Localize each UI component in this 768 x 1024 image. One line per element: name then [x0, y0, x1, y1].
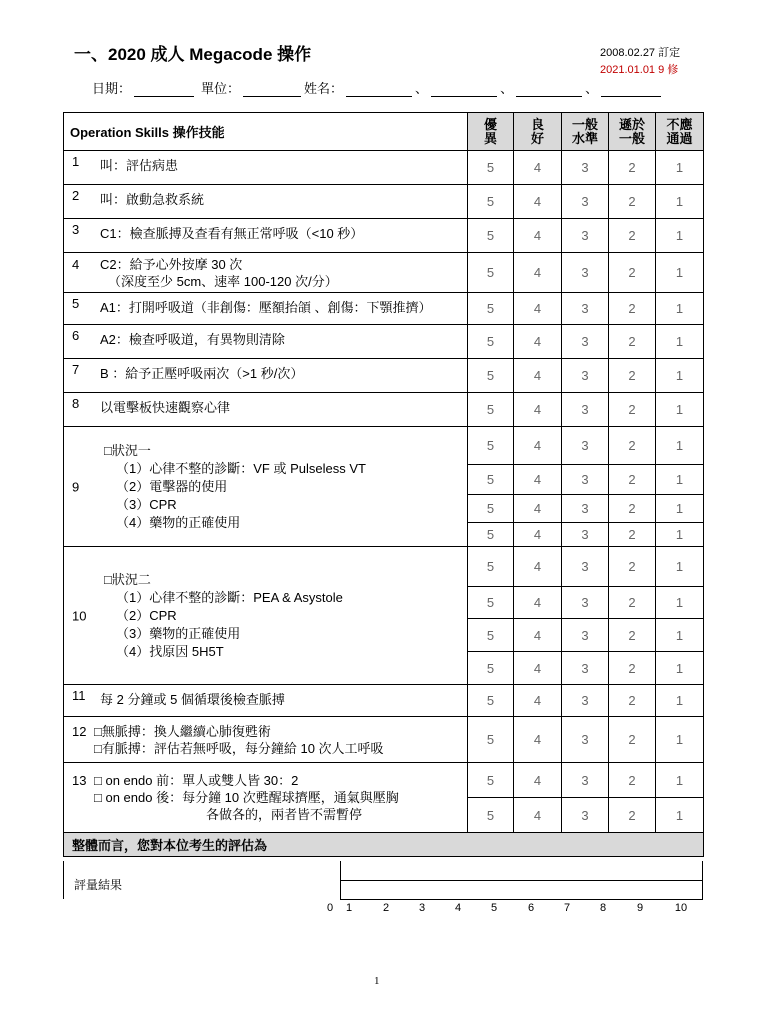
score-item-5-average[interactable]: 3 — [562, 293, 609, 325]
score-item-13-1-excellent[interactable]: 5 — [468, 763, 514, 798]
table-row — [64, 185, 704, 219]
scale-tick-0[interactable]: 0 — [326, 902, 334, 914]
score-item-9-3-fail[interactable]: 1 — [656, 495, 704, 523]
table-row — [64, 393, 704, 427]
score-item-10-2-below[interactable]: 2 — [609, 587, 656, 619]
item-9-s2: （2）電擊器的使用 — [116, 478, 228, 494]
score-item-13-2-good[interactable]: 4 — [514, 798, 562, 833]
name-sep-2: 、 — [500, 81, 514, 96]
score-item-8-good[interactable]: 4 — [514, 393, 562, 427]
score-item-9-1-average[interactable]: 3 — [562, 427, 609, 465]
score-item-4-average[interactable]: 3 — [562, 253, 609, 293]
score-item-10-3-average[interactable]: 3 — [562, 619, 609, 652]
item-9-s1: （1）心律不整的診斷：VF 或 Pulseless VT — [116, 460, 366, 476]
score-item-10-3-good[interactable]: 4 — [514, 619, 562, 652]
table-row — [64, 547, 704, 587]
score-item-10-1-good[interactable]: 4 — [514, 547, 562, 587]
score-item-10-4-excellent[interactable]: 5 — [468, 652, 514, 685]
page-title: 一、2020 成人 Megacode 操作 — [74, 45, 312, 64]
score-item-10-1-below[interactable]: 2 — [609, 547, 656, 587]
score-item-7-fail[interactable]: 1 — [656, 359, 704, 393]
header-level-fail: 不應 通過 — [656, 113, 704, 151]
score-item-6-fail[interactable]: 1 — [656, 325, 704, 359]
table-row — [64, 293, 704, 325]
summary-label: 整體而言，您對本位考生的評估為 — [64, 833, 704, 857]
score-item-13-1-fail[interactable]: 1 — [656, 763, 704, 798]
score-item-6-average[interactable]: 3 — [562, 325, 609, 359]
item-10-label — [64, 547, 468, 685]
score-item-12-fail[interactable]: 1 — [656, 717, 704, 763]
score-item-6-excellent[interactable]: 5 — [468, 325, 514, 359]
item-10-number: 10 — [72, 608, 87, 623]
score-item-1-fail[interactable]: 1 — [656, 151, 704, 185]
score-item-4-fail[interactable]: 1 — [656, 253, 704, 293]
item-12-line-1: □無脈搏：換人繼續心肺復甦術 — [94, 723, 271, 739]
score-item-13-2-fail[interactable]: 1 — [656, 798, 704, 833]
score-item-10-4-below[interactable]: 2 — [609, 652, 656, 685]
item-5-number: 5 — [72, 296, 80, 311]
item-4-text: C2：給予心外按摩 30 次 — [100, 256, 243, 272]
score-item-10-2-fail[interactable]: 1 — [656, 587, 704, 619]
score-item-9-4-average[interactable]: 3 — [562, 523, 609, 547]
score-item-10-4-good[interactable]: 4 — [514, 652, 562, 685]
score-item-2-fail[interactable]: 1 — [656, 185, 704, 219]
score-item-10-2-good[interactable]: 4 — [514, 587, 562, 619]
score-item-3-good[interactable]: 4 — [514, 219, 562, 253]
scale-tick-6[interactable]: 6 — [527, 902, 535, 914]
score-item-3-below[interactable]: 2 — [609, 219, 656, 253]
score-item-9-3-good[interactable]: 4 — [514, 495, 562, 523]
scale-tick-9[interactable]: 9 — [636, 902, 644, 914]
item-10-s3: （3）藥物的正確使用 — [116, 625, 241, 641]
score-item-9-1-fail[interactable]: 1 — [656, 427, 704, 465]
item-6-label — [64, 325, 468, 359]
item-13-line-3: 各做各的，兩者皆不需暫停 — [206, 807, 363, 822]
score-item-12-average[interactable]: 3 — [562, 717, 609, 763]
score-item-2-average[interactable]: 3 — [562, 185, 609, 219]
unit-blank[interactable] — [243, 83, 301, 97]
name-sep-1: 、 — [415, 81, 429, 96]
item-3-number: 3 — [72, 222, 80, 237]
score-item-7-good[interactable]: 4 — [514, 359, 562, 393]
score-item-1-good[interactable]: 4 — [514, 151, 562, 185]
scale-tick-4[interactable]: 4 — [454, 902, 462, 914]
name-blank-1[interactable] — [346, 83, 412, 97]
item-9-head: □狀況一 — [104, 442, 151, 458]
score-item-11-fail[interactable]: 1 — [656, 685, 704, 717]
score-item-9-2-below[interactable]: 2 — [609, 465, 656, 495]
item-3-text: C1：檢查脈搏及查看有無正常呼吸（<10 秒） — [100, 226, 364, 241]
score-item-8-below[interactable]: 2 — [609, 393, 656, 427]
item-13-number: 13 — [72, 773, 87, 788]
score-item-10-3-below[interactable]: 2 — [609, 619, 656, 652]
score-item-11-below[interactable]: 2 — [609, 685, 656, 717]
table-row — [64, 717, 704, 763]
info-line — [92, 78, 664, 97]
item-8-label — [64, 393, 468, 427]
table-row — [64, 325, 704, 359]
item-13-line-1: □ on endo 前：單人或雙人皆 30：2 — [94, 773, 299, 788]
score-item-9-3-excellent[interactable]: 5 — [468, 495, 514, 523]
score-item-11-excellent[interactable]: 5 — [468, 685, 514, 717]
score-item-4-excellent[interactable]: 5 — [468, 253, 514, 293]
page-number: 1 — [374, 975, 380, 987]
score-item-3-excellent[interactable]: 5 — [468, 219, 514, 253]
item-10-s1: （1）心律不整的診斷：PEA & Asystole — [116, 589, 343, 605]
table-row — [64, 685, 704, 717]
header-operation-skills: Operation Skills 操作技能 — [64, 113, 468, 151]
score-item-9-4-fail[interactable]: 1 — [656, 523, 704, 547]
score-item-10-3-excellent[interactable]: 5 — [468, 619, 514, 652]
table-row — [64, 427, 704, 465]
skills-table — [63, 112, 704, 857]
name-blank-2[interactable] — [431, 83, 497, 97]
header-level-excellent: 優 異 — [468, 113, 514, 151]
evaluation-bottom-line — [340, 899, 703, 900]
score-item-9-1-excellent[interactable]: 5 — [468, 427, 514, 465]
name-label: 姓名： — [304, 81, 344, 96]
item-13-line-2: □ on endo 後：每分鐘 10 次甦醒球擠壓，通氣與壓胸 — [94, 790, 399, 805]
table-row — [64, 253, 704, 293]
score-item-12-below[interactable]: 2 — [609, 717, 656, 763]
score-item-8-excellent[interactable]: 5 — [468, 393, 514, 427]
item-12-number: 12 — [72, 723, 87, 739]
score-item-8-average[interactable]: 3 — [562, 393, 609, 427]
item-7-label — [64, 359, 468, 393]
item-9-number: 9 — [72, 479, 80, 494]
score-item-13-1-good[interactable]: 4 — [514, 763, 562, 798]
header-level-average: 一般 水準 — [562, 113, 609, 151]
item-12-line-2: □有脈搏：評估若無呼吸，每分鐘給 10 次人工呼吸 — [94, 740, 384, 756]
score-item-9-3-average[interactable]: 3 — [562, 495, 609, 523]
item-4-label — [64, 253, 468, 293]
score-item-6-good[interactable]: 4 — [514, 325, 562, 359]
item-4-sub: （深度至少 5cm、速率 100-120 次/分） — [108, 273, 338, 289]
revision-modified: 2021.01.01 9 修 — [600, 64, 679, 76]
unit-label: 單位： — [201, 81, 241, 96]
score-item-9-1-good[interactable]: 4 — [514, 427, 562, 465]
score-item-2-good[interactable]: 4 — [514, 185, 562, 219]
score-item-2-excellent[interactable]: 5 — [468, 185, 514, 219]
score-item-9-3-below[interactable]: 2 — [609, 495, 656, 523]
item-9-s3: （3）CPR — [116, 496, 177, 512]
score-item-5-fail[interactable]: 1 — [656, 293, 704, 325]
item-9-label — [64, 427, 468, 547]
evaluation-scale-line — [340, 880, 703, 881]
scale-tick-1[interactable]: 1 — [345, 902, 353, 914]
scale-tick-10[interactable]: 10 — [674, 902, 688, 914]
item-5-text: A1：打開呼吸道（非創傷：壓額抬頜 、創傷：下顎推擠） — [100, 300, 432, 315]
score-item-9-2-good[interactable]: 4 — [514, 465, 562, 495]
score-item-10-4-fail[interactable]: 1 — [656, 652, 704, 685]
score-item-4-below[interactable]: 2 — [609, 253, 656, 293]
score-item-3-fail[interactable]: 1 — [656, 219, 704, 253]
score-item-12-good[interactable]: 4 — [514, 717, 562, 763]
table-row — [64, 219, 704, 253]
table-row — [64, 151, 704, 185]
score-item-9-1-below[interactable]: 2 — [609, 427, 656, 465]
score-item-10-1-fail[interactable]: 1 — [656, 547, 704, 587]
score-item-10-4-average[interactable]: 3 — [562, 652, 609, 685]
table-row — [64, 763, 704, 798]
date-blank[interactable] — [134, 83, 194, 97]
scale-tick-8[interactable]: 8 — [599, 902, 607, 914]
name-sep-3: 、 — [585, 81, 599, 96]
score-item-9-4-good[interactable]: 4 — [514, 523, 562, 547]
score-item-13-2-below[interactable]: 2 — [609, 798, 656, 833]
header-level-good: 良 好 — [514, 113, 562, 151]
score-item-13-2-excellent[interactable]: 5 — [468, 798, 514, 833]
item-4-number: 4 — [72, 256, 80, 272]
item-10-s4: （4）找原因 5H5T — [116, 643, 224, 659]
score-item-6-below[interactable]: 2 — [609, 325, 656, 359]
item-12-label — [64, 717, 468, 763]
score-item-5-good[interactable]: 4 — [514, 293, 562, 325]
score-item-7-average[interactable]: 3 — [562, 359, 609, 393]
item-7-text: B ：給予正壓呼吸兩次（>1 秒/次） — [100, 366, 304, 381]
item-5-label — [64, 293, 468, 325]
score-item-13-1-below[interactable]: 2 — [609, 763, 656, 798]
item-6-text: A2：檢查呼吸道，有異物則清除 — [100, 332, 285, 347]
score-item-2-below[interactable]: 2 — [609, 185, 656, 219]
item-11-text: 每 2 分鐘或 5 個循環後檢查脈搏 — [100, 692, 285, 707]
summary-row — [64, 833, 704, 857]
evaluation-label: 評量結果 — [74, 878, 123, 892]
item-8-number: 8 — [72, 396, 80, 411]
item-6-number: 6 — [72, 328, 80, 343]
score-item-10-3-fail[interactable]: 1 — [656, 619, 704, 652]
item-9-s4: （4）藥物的正確使用 — [116, 514, 241, 530]
score-item-3-average[interactable]: 3 — [562, 219, 609, 253]
revision-established: 2008.02.27 訂定 — [600, 47, 681, 59]
item-1-number: 1 — [72, 154, 80, 169]
item-10-head: □狀況二 — [104, 571, 151, 587]
score-item-9-4-excellent[interactable]: 5 — [468, 523, 514, 547]
item-1-text: 叫：評估病患 — [100, 158, 179, 173]
score-item-1-excellent[interactable]: 5 — [468, 151, 514, 185]
item-2-text: 叫：啟動急救系統 — [100, 192, 205, 207]
score-item-12-excellent[interactable]: 5 — [468, 717, 514, 763]
score-item-8-fail[interactable]: 1 — [656, 393, 704, 427]
name-blank-4[interactable] — [601, 83, 661, 97]
score-item-1-below[interactable]: 2 — [609, 151, 656, 185]
score-item-4-good[interactable]: 4 — [514, 253, 562, 293]
score-item-10-1-average[interactable]: 3 — [562, 547, 609, 587]
table-row — [64, 359, 704, 393]
scale-tick-5[interactable]: 5 — [490, 902, 498, 914]
item-8-text: 以電擊板快速觀察心律 — [100, 400, 231, 415]
score-item-7-below[interactable]: 2 — [609, 359, 656, 393]
score-item-10-2-excellent[interactable]: 5 — [468, 587, 514, 619]
scale-tick-7[interactable]: 7 — [563, 902, 571, 914]
score-item-5-excellent[interactable]: 5 — [468, 293, 514, 325]
skills-table-body — [64, 113, 704, 857]
item-3-label — [64, 219, 468, 253]
score-item-1-average[interactable]: 3 — [562, 151, 609, 185]
item-11-number: 11 — [72, 688, 86, 703]
item-7-number: 7 — [72, 362, 80, 377]
score-item-11-good[interactable]: 4 — [514, 685, 562, 717]
score-item-13-1-average[interactable]: 3 — [562, 763, 609, 798]
score-item-13-2-average[interactable]: 3 — [562, 798, 609, 833]
score-item-5-below[interactable]: 2 — [609, 293, 656, 325]
score-item-9-2-excellent[interactable]: 5 — [468, 465, 514, 495]
item-1-label — [64, 151, 468, 185]
item-13-label — [64, 763, 468, 833]
scale-tick-2[interactable]: 2 — [382, 902, 390, 914]
header-level-below: 遜於 一般 — [609, 113, 656, 151]
score-item-11-average[interactable]: 3 — [562, 685, 609, 717]
date-label: 日期： — [92, 81, 132, 96]
score-item-9-2-fail[interactable]: 1 — [656, 465, 704, 495]
item-2-label — [64, 185, 468, 219]
score-item-9-2-average[interactable]: 3 — [562, 465, 609, 495]
item-10-s2: （2）CPR — [116, 607, 177, 623]
item-2-number: 2 — [72, 188, 80, 203]
scale-tick-3[interactable]: 3 — [418, 902, 426, 914]
score-item-9-4-below[interactable]: 2 — [609, 523, 656, 547]
score-item-7-excellent[interactable]: 5 — [468, 359, 514, 393]
name-blank-3[interactable] — [516, 83, 582, 97]
item-11-label — [64, 685, 468, 717]
score-item-10-2-average[interactable]: 3 — [562, 587, 609, 619]
header-row — [64, 113, 704, 151]
score-item-10-1-excellent[interactable]: 5 — [468, 547, 514, 587]
